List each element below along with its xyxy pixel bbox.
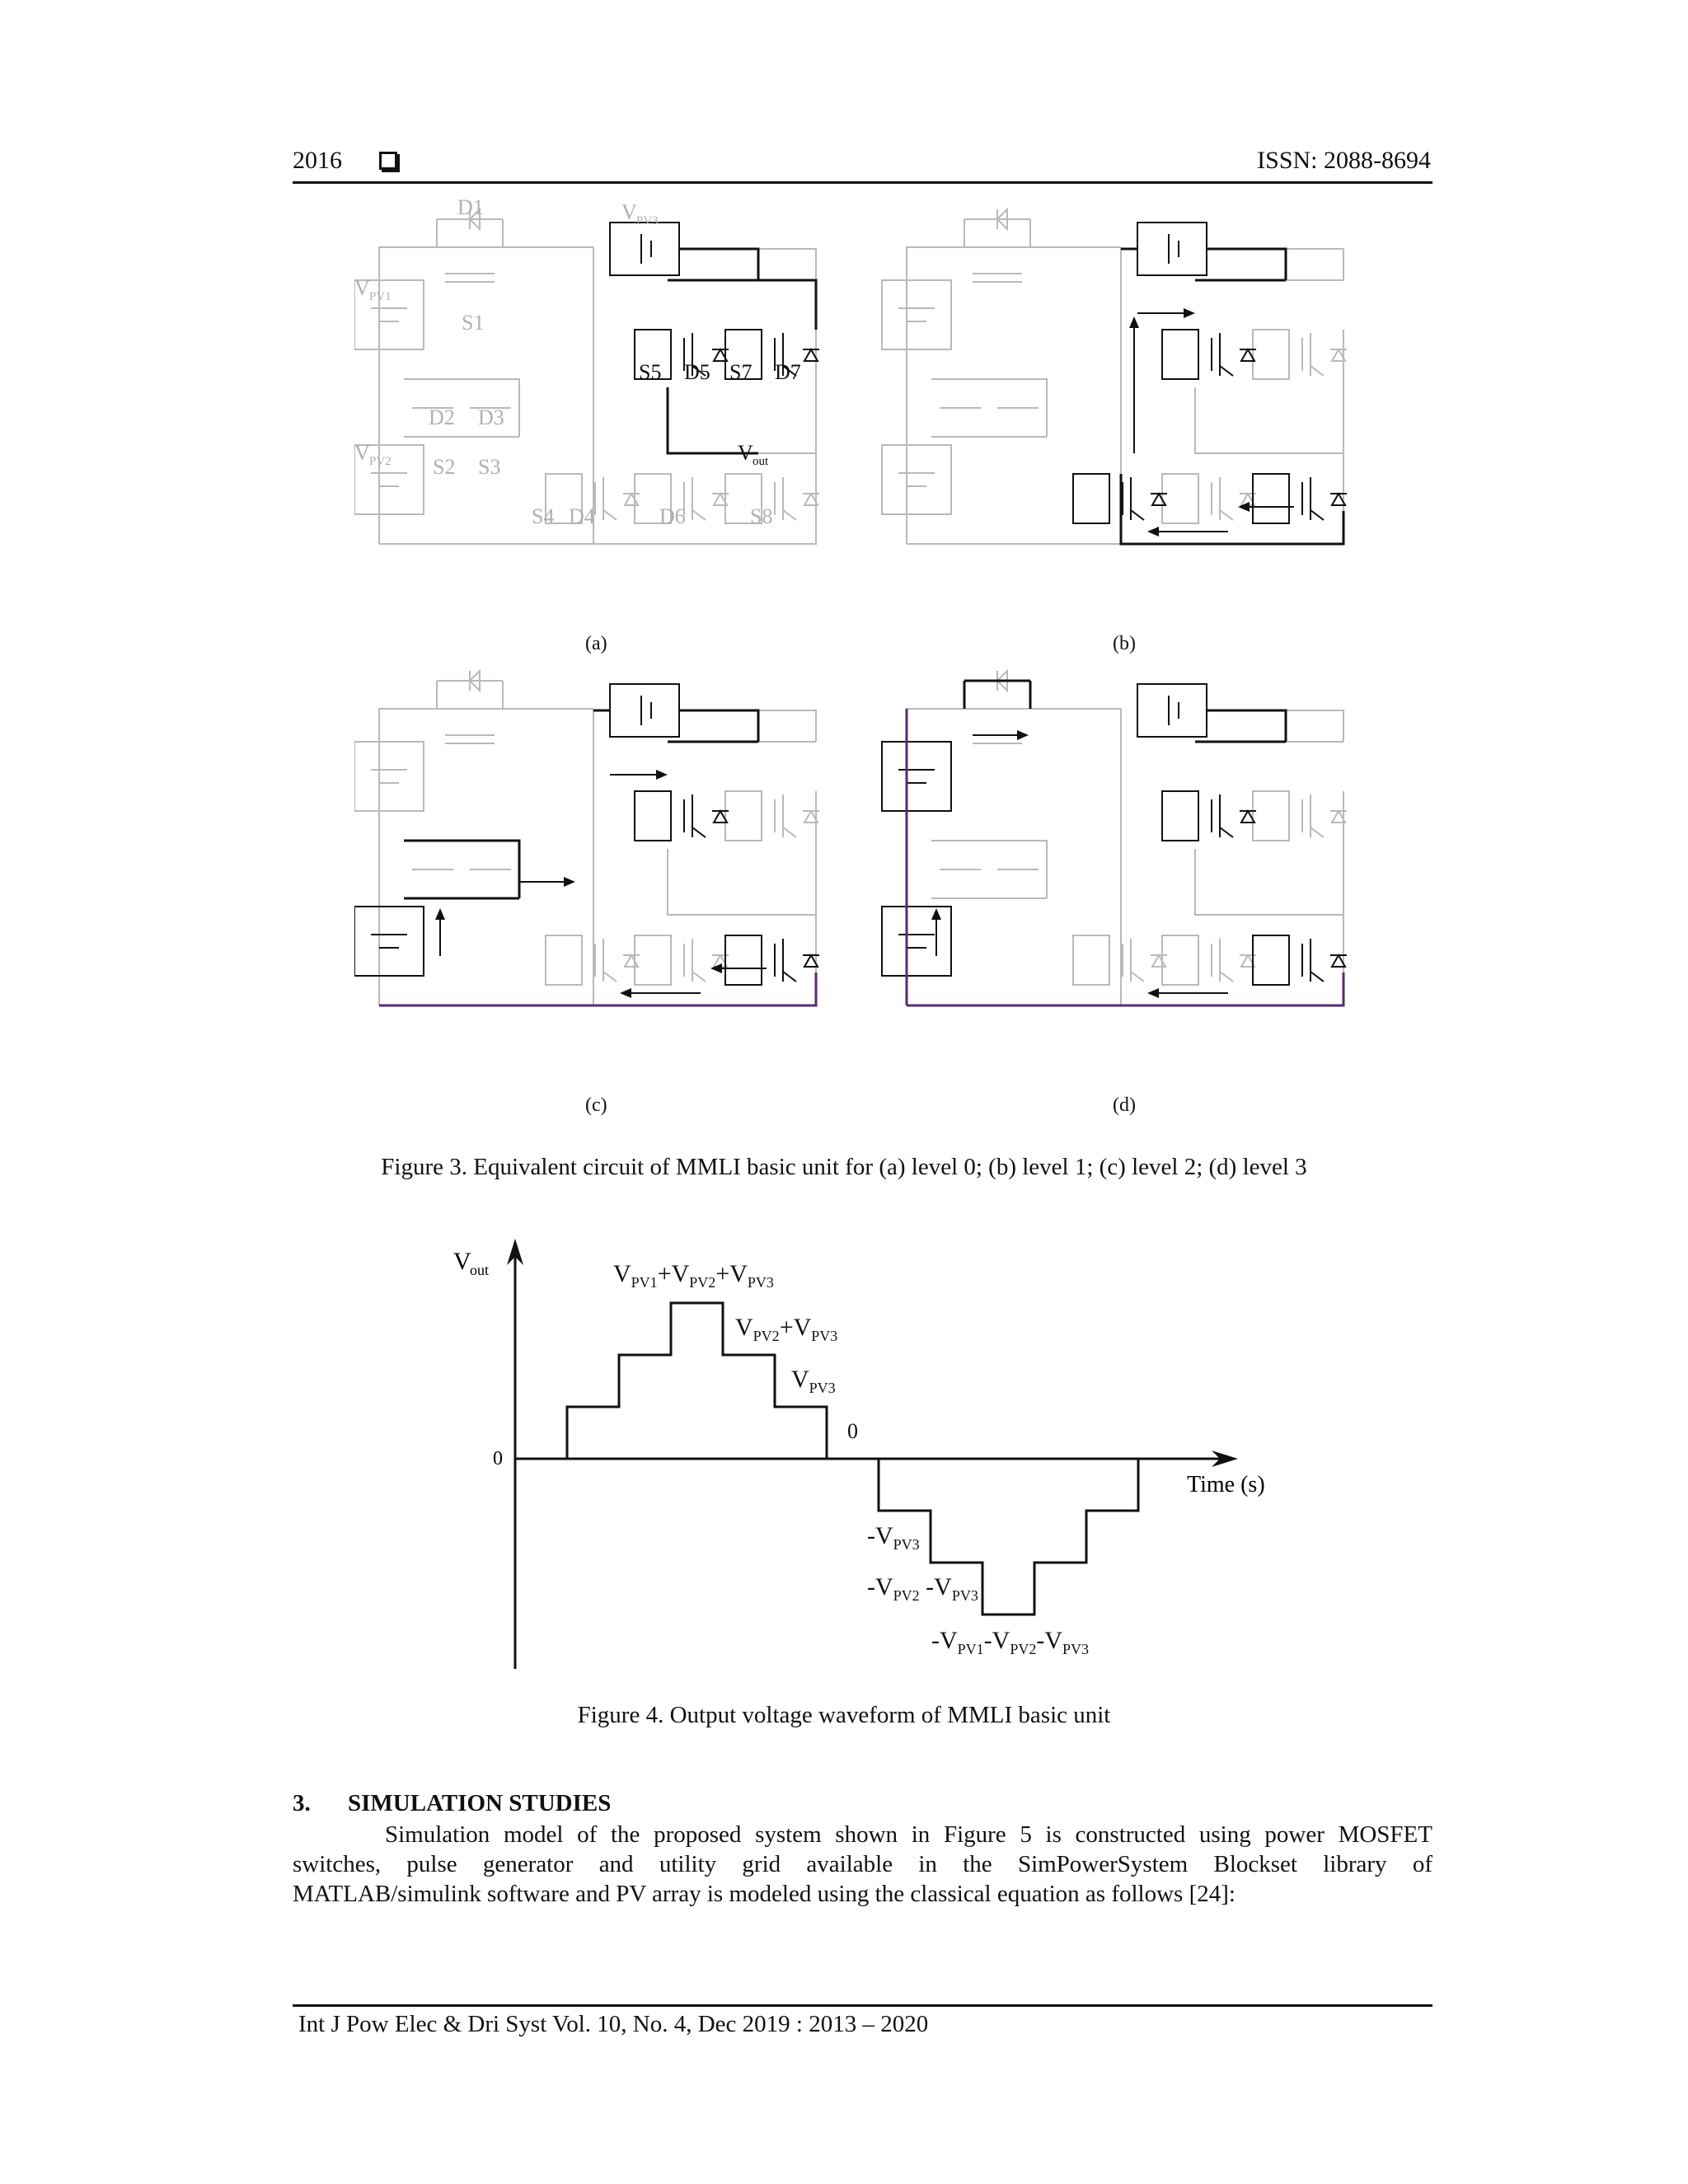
d4-label: D4: [569, 504, 595, 528]
paragraph-line: Simulation model of the proposed system shown in Figure 5 is constructed using power MOSFET: [385, 1821, 1432, 1848]
page-number: 2016: [293, 147, 342, 174]
footer-citation: Int J Pow Elec & Dri Syst Vol. 10, No. 4, Dec 2019 : 2013 – 2020: [298, 2011, 929, 2037]
level-label-3: $V_{PV3}$: [791, 1366, 836, 1396]
footer-rule: [293, 2004, 1432, 2007]
level-zero-label: 0: [847, 1419, 858, 1443]
d1-label: D1: [457, 198, 484, 219]
s1-label: S1: [462, 311, 485, 335]
paragraph-line: switches, pulse generator and utility grid available in the SimPowerSystem Blockset library of: [293, 1851, 1432, 1877]
panel-label-c: (c): [585, 1094, 607, 1116]
level-label-4: $-V_{PV3}$: [867, 1522, 920, 1553]
vpv3-label: V: [621, 200, 637, 224]
svg-text:out: out: [470, 1262, 490, 1278]
figure4-waveform: [445, 1232, 1286, 1677]
vout-label: V: [738, 441, 753, 465]
panel-label-a: (a): [585, 633, 607, 654]
s7-label: S7: [729, 360, 753, 384]
paragraph-line: MATLAB/simulink software and PV array is modeled using the classical equation as follows [24]:: [293, 1881, 1236, 1907]
d2-label: D2: [429, 405, 455, 429]
vpv2-label: V: [354, 441, 370, 465]
d6-label: D6: [659, 504, 686, 528]
level-label-2: $V_{PV2}+V_{PV3}$: [735, 1314, 838, 1344]
d7-label: D7: [775, 360, 801, 384]
zero-label: 0: [493, 1448, 503, 1469]
header-square-icon: [379, 152, 397, 170]
issn: ISSN: 2088-8694: [1257, 147, 1431, 174]
figure4-caption: Figure 4. Output voltage waveform of MMLI basic unit: [577, 1702, 1111, 1728]
s3-label: S3: [478, 455, 501, 479]
header-rule: [293, 181, 1432, 184]
svg-text:PV1: PV1: [369, 290, 392, 303]
section-paragraph: [293, 1820, 1432, 1909]
svg-text:PV3: PV3: [636, 214, 659, 227]
panel-a-active-labels: [639, 360, 801, 468]
panel-d: [882, 671, 1347, 1005]
s8-label: S8: [750, 504, 773, 528]
s2-label: S2: [433, 455, 456, 479]
s5-label: S5: [639, 360, 662, 384]
section-number: 3.: [293, 1790, 311, 1816]
d3-label: D3: [478, 405, 504, 429]
s4-label: S4: [532, 504, 555, 528]
y-axis-label: V: [453, 1248, 471, 1275]
level-label-1: $V_{PV1}+V_{PV2}+V_{PV3}$: [613, 1260, 774, 1291]
x-axis-label: Time (s): [1187, 1472, 1265, 1497]
panel-c: [354, 671, 819, 1005]
figure3-circuits: [354, 198, 1393, 1129]
figure3-caption: Figure 3. Equivalent circuit of MMLI basic unit for (a) level 0; (b) level 1; (c) level 2; (d) level 3: [381, 1154, 1307, 1180]
panel-label-d: (d): [1113, 1094, 1136, 1116]
vpv1-label: V: [354, 276, 370, 300]
svg-text:out: out: [753, 455, 769, 468]
d5-label: D5: [684, 360, 710, 384]
svg-text:PV2: PV2: [369, 455, 392, 468]
section-title: SIMULATION STUDIES: [348, 1790, 612, 1816]
level-label-6: $-V_{PV1}-V_{PV2}-V_{PV3}$: [931, 1627, 1090, 1657]
panel-label-b: (b): [1113, 633, 1136, 654]
level-label-5: $-V_{PV2}$ $-V_{PV3}$: [867, 1573, 978, 1604]
panel-b: [882, 209, 1347, 544]
